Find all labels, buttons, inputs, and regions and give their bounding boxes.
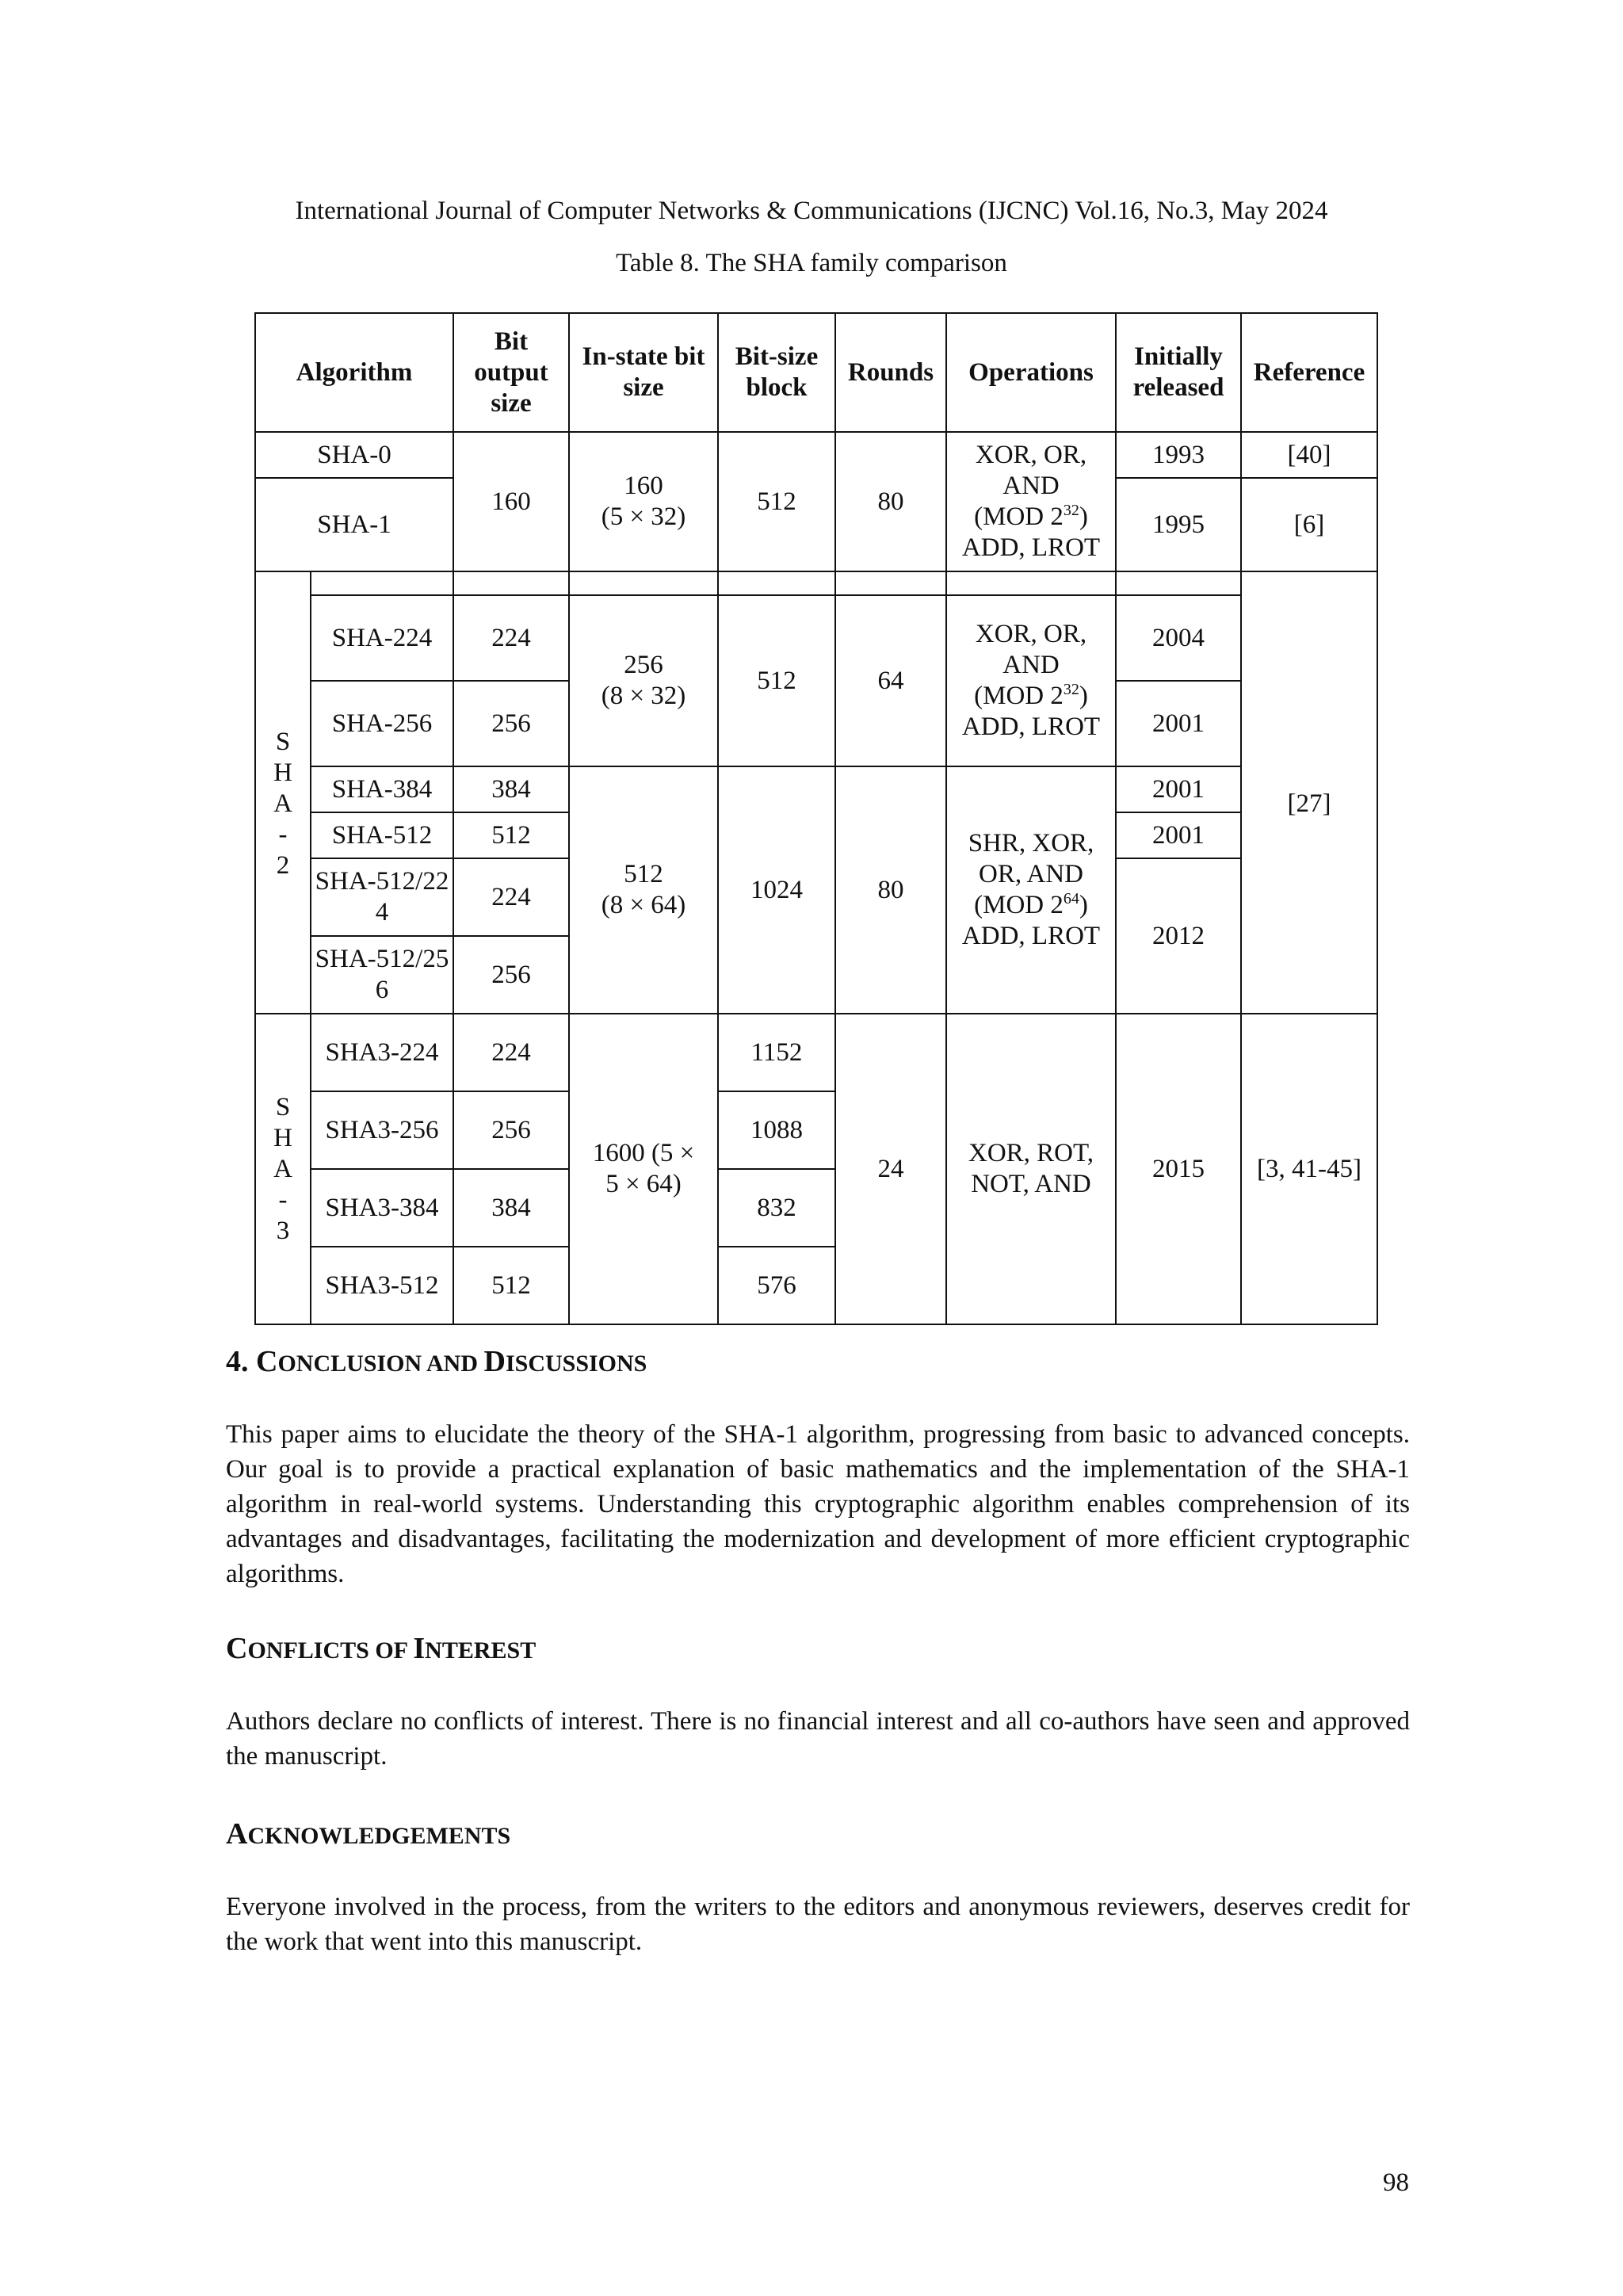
cell-sha1-year: 1995 (1116, 478, 1241, 571)
cell-sha3-512-output: 512 (453, 1247, 569, 1324)
cell-sha0-year: 1993 (1116, 432, 1241, 478)
cell-sha2-small-block: 512 (718, 595, 835, 766)
cell-sha3-384-block: 832 (718, 1169, 835, 1247)
cell-sha3-224-output: 224 (453, 1014, 569, 1091)
ops-close: ) (1079, 502, 1088, 531)
cell-sha2-group (255, 595, 311, 1014)
table-row-sha384 (255, 766, 1377, 812)
header-row (255, 313, 1377, 432)
page-number: 98 (1383, 2168, 1409, 2197)
instate-bottom: (8 × 64) (601, 891, 686, 919)
cell-sha224-output: 224 (453, 595, 569, 681)
cell-trunc-year: 2012 (1116, 858, 1241, 1014)
ops-line: AND (1002, 472, 1060, 500)
ops-line: ADD, LROT (961, 712, 1101, 741)
paragraph-conflicts (226, 1704, 1410, 1774)
cell-sha3-224-name: SHA3-224 (311, 1014, 453, 1091)
paragraph-text: Everyone involved in the process, from the writers to the editors and anonymous reviewers, deserves credit for the work that went into this manuscript. (226, 1893, 1410, 1956)
heading-rest: ISCUSSIONS (505, 1350, 647, 1377)
cell-sha3-group (255, 1014, 311, 1324)
cell-sha512-year: 2001 (1116, 812, 1241, 858)
ops-line: SHR, XOR, (968, 829, 1094, 858)
gap-cell (1116, 571, 1241, 595)
cell-sha3-reference: [3, 41-45] (1241, 1014, 1377, 1324)
heading-cap: D (483, 1345, 506, 1378)
paragraph-text: This paper aims to elucidate the theory of the SHA-1 algorithm, progressing from basic to advanced concepts. Our goal is to provide a practical explanation of basic mathematics and the implementation of the SHA-1 algorithm in real-world systems. Understanding this cryptographic algorithm enables comprehension of its advantages and disadvantages, facilitating the modernization and development of more efficient cryptographic algorithms. (226, 1420, 1410, 1588)
col-header-released: Initially released (1116, 313, 1241, 432)
col-header-algorithm: Algorithm (255, 313, 453, 432)
col-header-block: Bit-size block (718, 313, 835, 432)
paragraph-text: Authors declare no conflicts of interest. There is no financial interest and all co-authors have seen and approved the manuscript. (226, 1707, 1410, 1771)
cell-sha2-reference: [27] (1241, 595, 1377, 1014)
ops-line: XOR, OR, (975, 441, 1087, 469)
cell-sha224-name: SHA-224 (311, 595, 453, 681)
cell-sha256-name: SHA-256 (311, 681, 453, 766)
cell-sha3-384-name: SHA3-384 (311, 1169, 453, 1247)
ops-mod: (MOD 2 (974, 891, 1064, 919)
heading-rest: CKNOWLEDGEMENTS (247, 1823, 511, 1849)
table-row-sha224 (255, 595, 1377, 681)
cell-sha3-224-block: 1152 (718, 1014, 835, 1091)
table-gap (255, 571, 1377, 595)
cell-sha1-ref: [6] (1241, 478, 1377, 571)
heading-rest: ONCLUSION AND (277, 1350, 484, 1377)
running-header: International Journal of Computer Networks & Communications (IJCNC) Vol.16, No.3, May 2024 (295, 197, 1328, 225)
cell-sha512-224-output: 224 (453, 858, 569, 936)
ops-line: OR, AND (978, 860, 1084, 888)
col-header-instate: In-state bit size (569, 313, 718, 432)
ops-exp: 32 (1063, 681, 1079, 698)
paragraph-conclusion (226, 1417, 1410, 1591)
instate-bottom: (8 × 32) (601, 682, 686, 710)
instate-top: 256 (624, 651, 663, 679)
table-row-sha0 (255, 432, 1377, 478)
col-header-bit-output: Bit output size (453, 313, 569, 432)
sha3-ops-text: XOR, ROT, NOT, AND (968, 1139, 1094, 1198)
cell-sha2-small-operations (946, 595, 1116, 766)
ops-close: ) (1079, 891, 1088, 919)
instate-bottom: (5 × 32) (601, 502, 686, 531)
ops-exp: 32 (1063, 502, 1079, 519)
sha-comparison-table (254, 312, 1378, 1325)
cell-sha3-512-block: 576 (718, 1247, 835, 1324)
cell-sha3-256-block: 1088 (718, 1091, 835, 1169)
table-row-sha3-224 (255, 1014, 1377, 1091)
cell-sha224-year: 2004 (1116, 595, 1241, 681)
cell-sha0-ref: [40] (1241, 432, 1377, 478)
sha2-group-label: S H A- 2 (273, 728, 292, 880)
paragraph-acknowledgements (226, 1889, 1410, 1959)
section-heading-acknowledgements (226, 1817, 510, 1851)
cell-sha256-output: 256 (453, 681, 569, 766)
cell-sha0-name: SHA-0 (255, 432, 453, 478)
cell-sha384-year: 2001 (1116, 766, 1241, 812)
ops-line: ADD, LROT (961, 922, 1101, 950)
cell-sha3-year: 2015 (1116, 1014, 1241, 1324)
gap-cell (569, 571, 718, 595)
cell-sha1-name: SHA-1 (255, 478, 453, 571)
cell-sha3-operations (946, 1014, 1116, 1324)
ops-close: ) (1079, 682, 1088, 710)
gap-cell (311, 571, 453, 595)
cell-sha256-year: 2001 (1116, 681, 1241, 766)
cell-sha01-instate (569, 432, 718, 571)
ops-exp: 64 (1063, 890, 1079, 907)
cell-sha3-512-name: SHA3-512 (311, 1247, 453, 1324)
cell-sha2-large-instate (569, 766, 718, 1014)
heading-cap: C (226, 1632, 248, 1665)
cell-sha3-256-name: SHA3-256 (311, 1091, 453, 1169)
cell-sha01-rounds: 80 (835, 432, 946, 571)
section-heading-conclusion (226, 1344, 647, 1379)
cell-sha512-256-output: 256 (453, 936, 569, 1014)
instate-top: 160 (624, 472, 663, 500)
gap-cell (1241, 571, 1377, 595)
sha3-group-label: S H A- 3 (273, 1092, 292, 1245)
gap-cell (718, 571, 835, 595)
heading-cap: A (226, 1817, 248, 1851)
cell-sha512-name: SHA-512 (311, 812, 453, 858)
cell-sha01-operations (946, 432, 1116, 571)
cell-sha3-rounds: 24 (835, 1014, 946, 1324)
cell-sha512-output: 512 (453, 812, 569, 858)
ops-mod: (MOD 2 (974, 502, 1064, 531)
ops-line: ADD, LROT (961, 533, 1101, 562)
cell-sha2-small-rounds: 64 (835, 595, 946, 766)
gap-cell (835, 571, 946, 595)
col-header-reference: Reference (1241, 313, 1377, 432)
cell-sha384-output: 384 (453, 766, 569, 812)
col-header-rounds: Rounds (835, 313, 946, 432)
cell-sha512-224-name: SHA-512/224 (311, 858, 453, 936)
cell-sha01-output: 160 (453, 432, 569, 571)
cell-sha3-instate (569, 1014, 718, 1324)
col-header-operations: Operations (946, 313, 1116, 432)
gap-cell (255, 571, 311, 595)
heading-cap: I (413, 1632, 426, 1665)
ops-line: XOR, OR, (975, 620, 1087, 648)
heading-rest: NTEREST (425, 1637, 537, 1664)
cell-sha3-256-output: 256 (453, 1091, 569, 1169)
cell-sha2-large-operations (946, 766, 1116, 1014)
cell-sha01-block: 512 (718, 432, 835, 571)
cell-sha384-name: SHA-384 (311, 766, 453, 812)
section-heading-conflicts (226, 1631, 536, 1666)
cell-sha512-256-name: SHA-512/256 (311, 936, 453, 1014)
instate-top: 512 (624, 860, 663, 888)
heading-cap: C (256, 1345, 278, 1378)
table-caption: Table 8. The SHA family comparison (616, 249, 1007, 277)
cell-sha2-small-instate (569, 595, 718, 766)
cell-sha3-384-output: 384 (453, 1169, 569, 1247)
section-number: 4. (226, 1345, 249, 1378)
sha3-instate-text: 1600 (5 × 5 × 64) (592, 1139, 695, 1198)
heading-rest: ONFLICTS OF (247, 1637, 414, 1664)
cell-sha2-large-block: 1024 (718, 766, 835, 1014)
gap-cell (946, 571, 1116, 595)
gap-cell (453, 571, 569, 595)
cell-sha2-large-rounds: 80 (835, 766, 946, 1014)
ops-mod: (MOD 2 (974, 682, 1064, 710)
ops-line: AND (1002, 651, 1060, 679)
